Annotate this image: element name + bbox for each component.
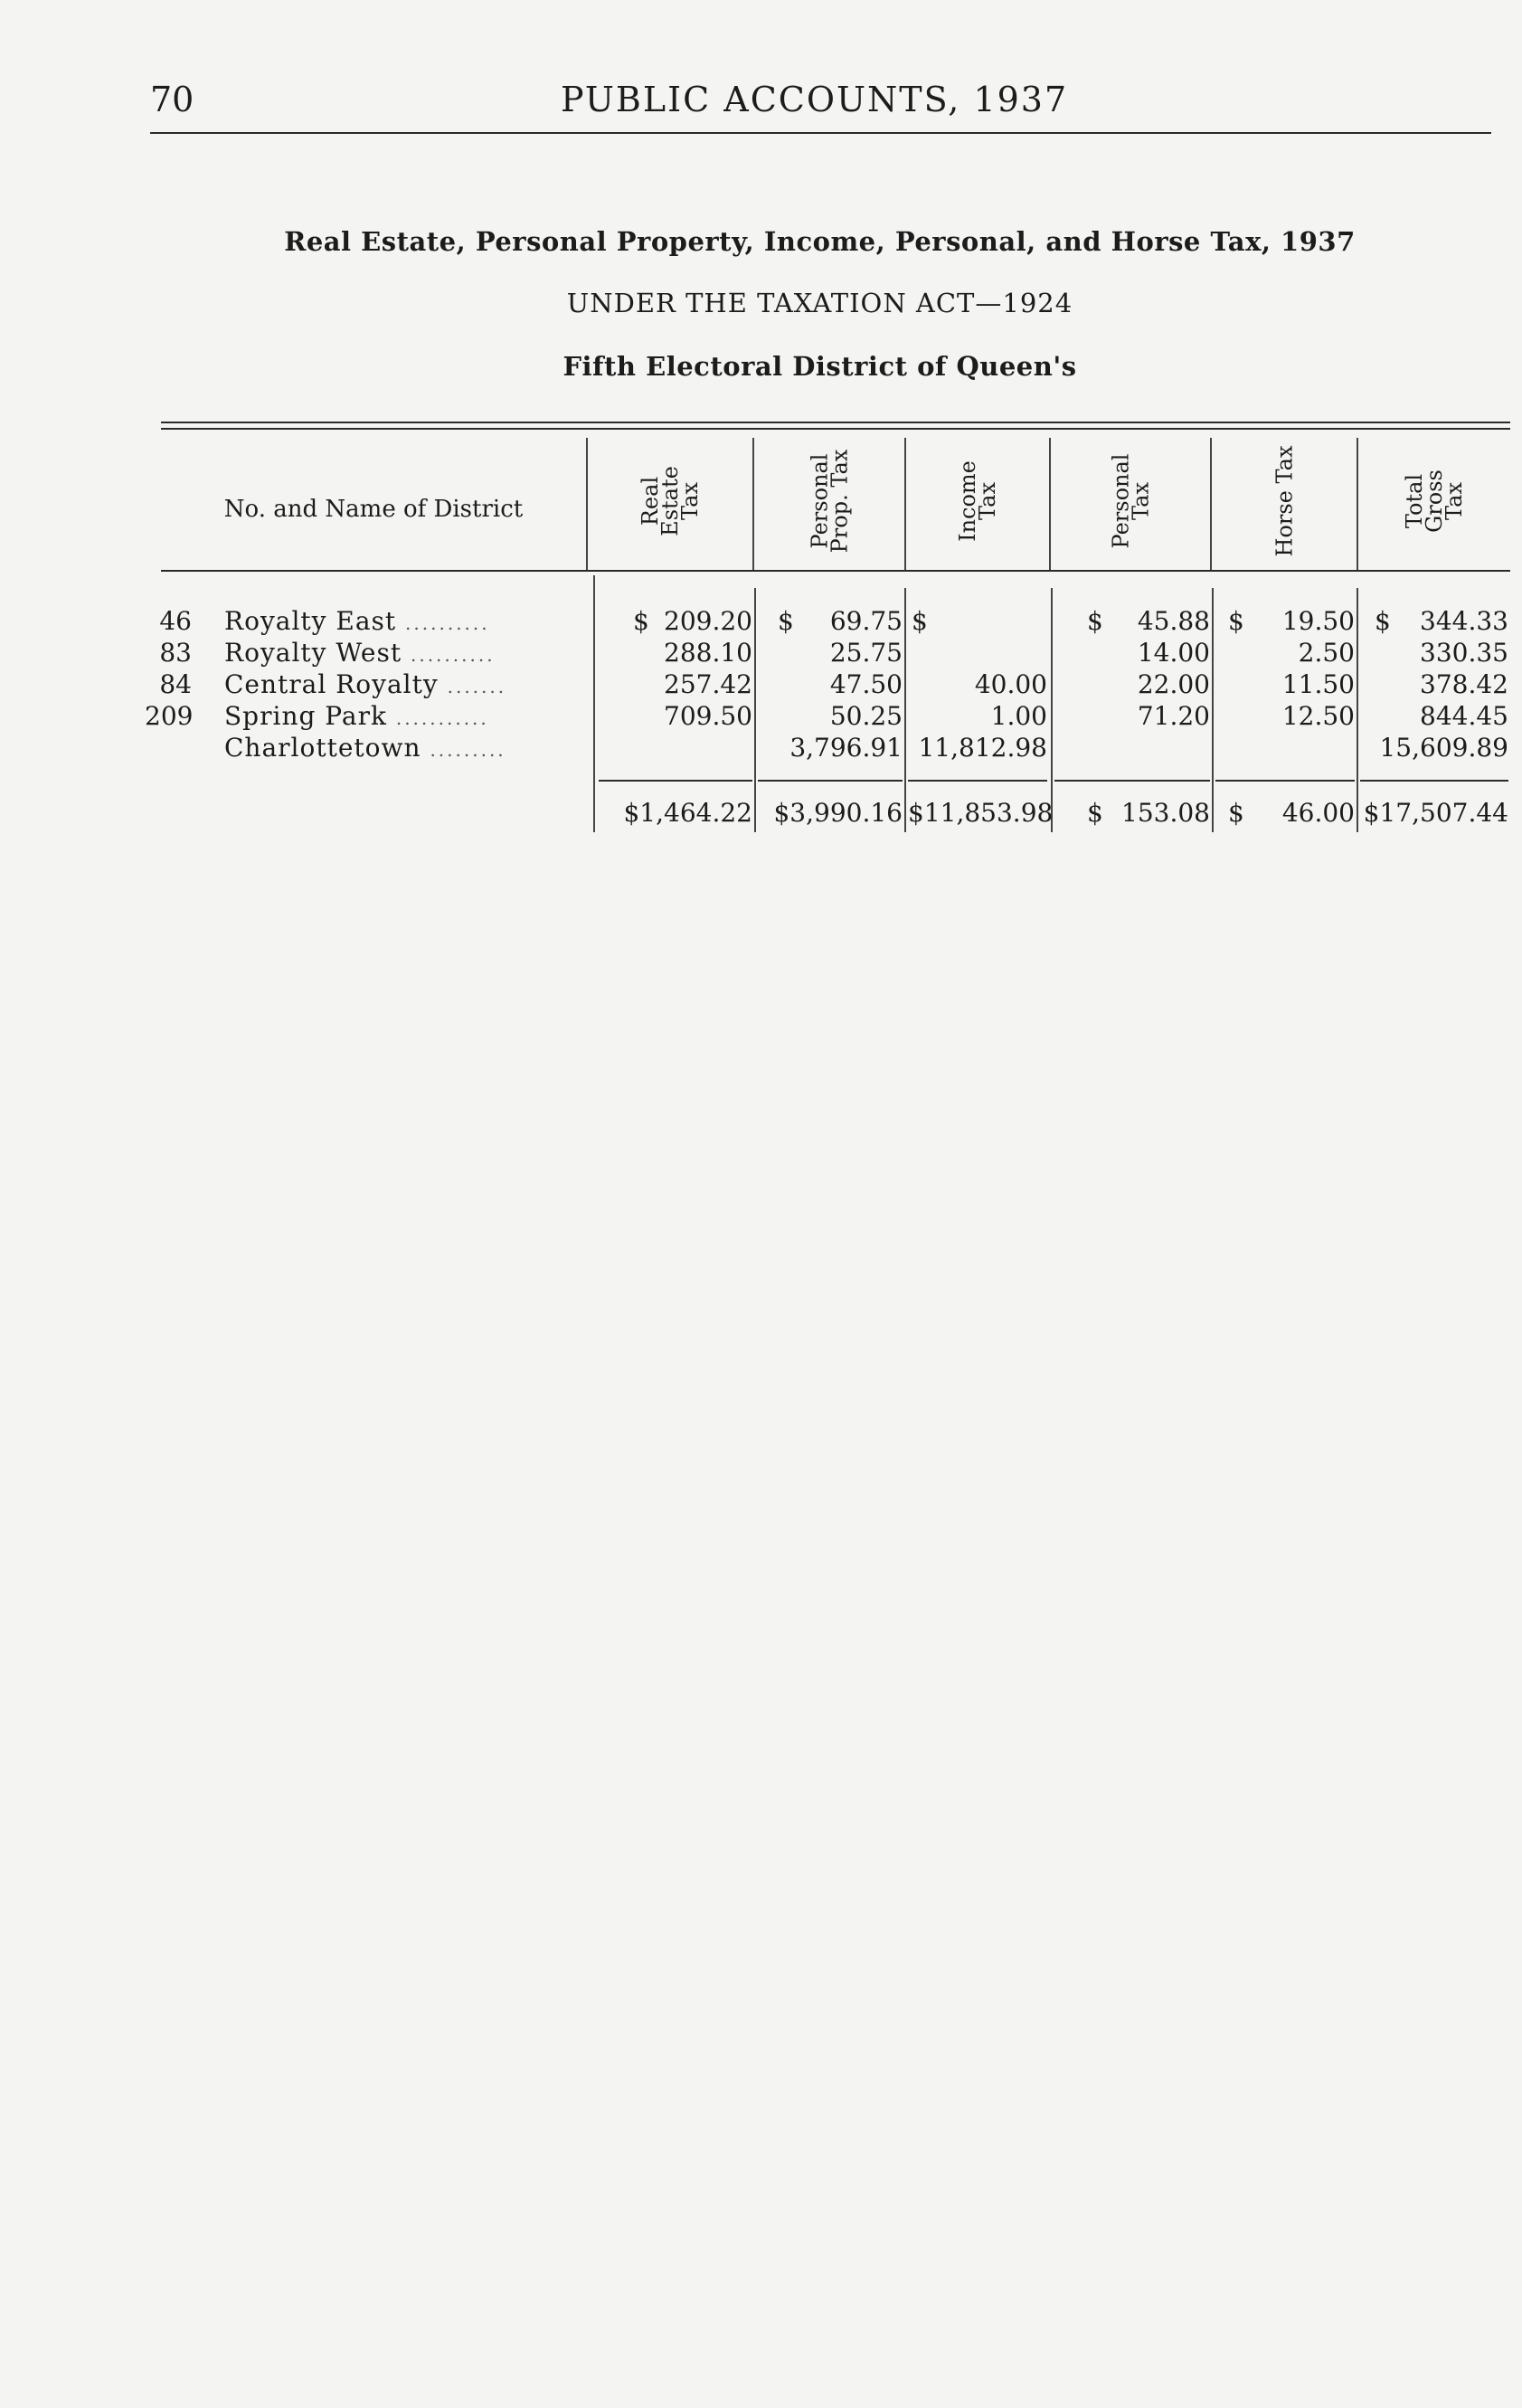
real-estate-value: 709.50	[664, 701, 752, 731]
table-row	[0, 733, 1522, 763]
total-rule	[1215, 780, 1355, 782]
total-personal-prop: $3,990.16	[773, 798, 903, 828]
table-title: Real Estate, Personal Property, Income, Personal, and Horse Tax, 1937	[284, 226, 1356, 257]
running-title: PUBLIC ACCOUNTS, 1937	[561, 80, 1069, 119]
table-subtitle: UNDER THE TAXATION ACT—1924	[566, 288, 1073, 318]
dollar-sign: $	[1228, 798, 1244, 828]
total-personal: 153.08	[1121, 798, 1210, 828]
totals-row	[0, 798, 1522, 829]
table-row	[0, 638, 1522, 668]
page-header	[0, 0, 1522, 145]
district-number: 209	[145, 701, 194, 731]
column-header-personal-prop: Personal Prop. Tax	[807, 449, 852, 554]
district-name: Central Royalty .......	[224, 669, 507, 699]
dollar-sign: $	[1228, 606, 1244, 636]
total-gross-sum: $17,507.44	[1363, 798, 1508, 828]
personal-prop-value: 50.25	[829, 701, 903, 731]
district-number: 83	[159, 638, 192, 668]
district-number: 84	[159, 669, 192, 699]
total-gross-value: 344.33	[1420, 606, 1508, 636]
table-row	[0, 701, 1522, 732]
horse-value: 11.50	[1281, 669, 1355, 699]
table-row	[0, 669, 1522, 700]
total-real-estate: $1,464.22	[623, 798, 752, 828]
district-name: Charlottetown .........	[224, 733, 506, 763]
table-row	[0, 606, 1522, 637]
dollar-sign: $	[1375, 606, 1391, 636]
dollar-sign: $	[1087, 606, 1103, 636]
total-income: $11,853.98	[908, 798, 1054, 828]
name-column-header: No. and Name of District	[223, 496, 524, 523]
personal-prop-value: 69.75	[829, 606, 903, 636]
district-name: Royalty East ..........	[224, 606, 490, 636]
income-value: 40.00	[974, 669, 1047, 699]
real-estate-value: 257.42	[664, 669, 752, 699]
column-header-horse: Horse Tax	[1271, 445, 1297, 557]
total-rule	[1054, 780, 1210, 782]
page-number: 70	[150, 80, 194, 119]
dollar-sign: $	[912, 606, 928, 636]
total-rule	[908, 780, 1047, 782]
horse-value: 12.50	[1281, 701, 1355, 731]
personal-prop-value: 25.75	[829, 638, 903, 668]
district-number: 46	[159, 606, 192, 636]
income-value: 11,812.98	[918, 733, 1047, 763]
table-top-rule	[161, 422, 1510, 423]
income-value: 1.00	[990, 701, 1047, 731]
personal-value: 14.00	[1137, 638, 1210, 668]
header-rule	[150, 132, 1491, 134]
district-title: Fifth Electoral District of Queen's	[562, 351, 1077, 382]
district-name: Spring Park ...........	[224, 701, 489, 731]
total-gross-value: 378.42	[1420, 669, 1508, 699]
personal-prop-value: 47.50	[829, 669, 903, 699]
real-estate-value: 288.10	[664, 638, 752, 668]
district-name: Royalty West ..........	[224, 638, 496, 668]
total-rule	[1360, 780, 1508, 782]
total-gross-value: 844.45	[1420, 701, 1508, 731]
column-header-total-gross: Total Gross Tax	[1401, 469, 1467, 533]
column-header-income: Income Tax	[954, 460, 1000, 542]
total-rule	[758, 780, 903, 782]
dollar-sign: $	[778, 606, 794, 636]
horse-value: 2.50	[1298, 638, 1355, 668]
personal-value: 45.88	[1137, 606, 1210, 636]
dollar-sign: $	[1087, 798, 1103, 828]
column-header-real-estate: Real Estate Tax	[637, 466, 703, 536]
total-gross-value: 330.35	[1420, 638, 1508, 668]
personal-value: 71.20	[1137, 701, 1210, 731]
table-top-rule-2	[161, 428, 1510, 430]
total-horse: 46.00	[1281, 798, 1355, 828]
total-rule	[599, 780, 752, 782]
real-estate-value: 209.20	[664, 606, 752, 636]
dollar-sign: $	[633, 606, 649, 636]
personal-value: 22.00	[1137, 669, 1210, 699]
total-gross-value: 15,609.89	[1379, 733, 1508, 763]
horse-value: 19.50	[1281, 606, 1355, 636]
column-header-personal: Personal Tax	[1107, 453, 1153, 549]
header-bottom-rule	[161, 570, 1510, 572]
personal-prop-value: 3,796.91	[789, 733, 903, 763]
